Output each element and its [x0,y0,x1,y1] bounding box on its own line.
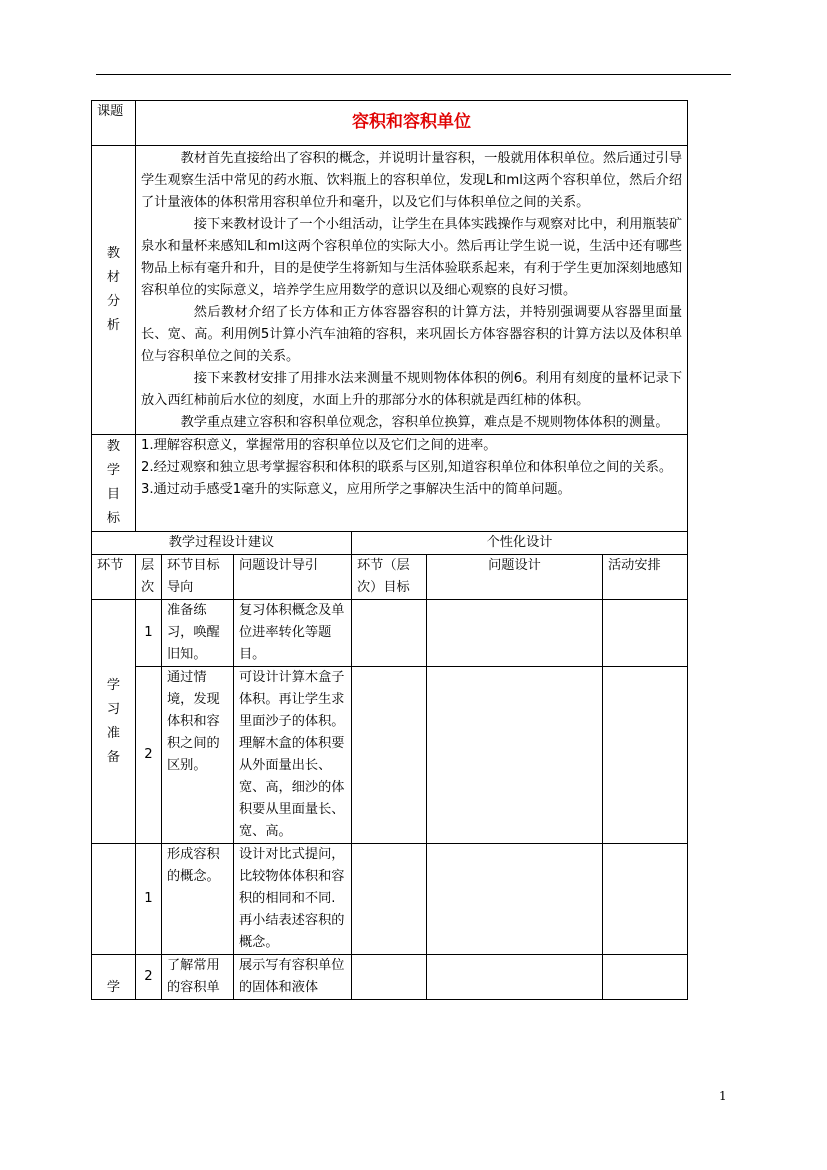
empty-cell [427,844,603,955]
empty-cell [427,600,603,667]
analysis-paragraph: 教学重点建立容积和容积单位观念，容积单位换算，难点是不规则物体体积的测量。 [180,415,669,430]
table-row [92,844,688,955]
analysis-paragraph: 接下来教材设计了一个小组活动，让学生在具体实践操作与观察对比中，利用瓶装矿泉水和量杯来感知L和ml这两个容积单位的实际大小。然后再让学生说一说，生活中还有哪些物品上标有毫升和升，目的是使学生将新知与生活体验联系起来，有利于学生更加深刻地感知容积单位的实际意义，培养学生应用数学的意识以及细心观察的良好习惯。 [141,217,683,298]
question-cell: 可设计计算木盒子体积。再让学生求里面沙子的体积。理解木盒的体积要从外面量出长、宽、高，细沙的体积要从里面量长、宽、高。 [234,667,352,844]
goal-item: 2.经过观察和独立思考掌握容积和体积的联系与区别,知道容积单位和体积单位之间的关系。 [141,460,673,475]
level-cell: 1 [136,600,162,667]
question-cell: 复习体积概念及单位进率转化等题目。 [234,600,352,667]
empty-cell [603,844,688,955]
goals-row [92,435,688,532]
empty-cell [352,955,427,1000]
analysis-content [136,146,688,435]
goal-item: 1.理解容积意义，掌握常用的容积单位以及它们之间的进率。 [141,438,497,453]
section-label-prep: 学 习 准 备 [92,600,136,844]
analysis-row [92,146,688,435]
column-header-row [92,555,688,600]
empty-cell [427,667,603,844]
page-number: 1 [719,1089,727,1103]
empty-cell [603,600,688,667]
analysis-paragraph: 教材首先直接给出了容积的概念，并说明计量容积，一般就用体积单位。然后通过引导学生观察生活中常见的药水瓶、饮料瓶上的容积单位，发现L和ml这两个容积单位，然后介绍了计量液体的体积常用容积单位升和毫升，以及它们与体积单位之间的关系。 [141,151,683,210]
table-row [92,600,688,667]
header-rule [96,74,731,75]
goal-cell: 形成容积的概念。 [162,844,234,955]
lesson-plan-table [91,100,688,1000]
goal-cell: 通过情境，发现体积和容积之间的区别。 [162,667,234,844]
column-header: 活动安排 [603,555,688,600]
empty-cell [352,667,427,844]
goal-cell: 了解常用的容积单 [162,955,234,1000]
column-header: 环节（层次）目标 [352,555,427,600]
process-left-header: 教学过程设计建议 [92,532,352,555]
analysis-label: 教 材 分 析 [92,146,136,435]
goal-item: 3.通过动手感受1毫升的实际意义，应用所学之事解决生活中的简单问题。 [141,482,571,497]
title-row [92,101,688,146]
goals-content [136,435,688,532]
section-blank-cell [92,844,136,955]
empty-cell [352,600,427,667]
column-header: 问题设计 [427,555,603,600]
lesson-title: 容积和容积单位 [136,101,688,146]
section-label-study: 学 [92,955,136,1000]
process-header-row [92,532,688,555]
question-cell: 展示写有容积单位的固体和液体 [234,955,352,1000]
column-header: 环节 [92,555,136,600]
empty-cell [427,955,603,1000]
empty-cell [352,844,427,955]
process-right-header: 个性化设计 [352,532,688,555]
empty-cell [603,667,688,844]
level-cell: 2 [136,955,162,1000]
level-cell: 1 [136,844,162,955]
topic-label: 课题 [92,101,136,146]
analysis-paragraph: 然后教材介绍了长方体和正方体容器容积的计算方法，并特别强调要从容器里面量长、宽、高。利用例5计算小汽车油箱的容积，来巩固长方体容器容积的计算方法以及体积单位与容积单位之间的关系。 [141,305,683,364]
column-header: 环节目标导向 [162,555,234,600]
goals-label: 教 学 目 标 [92,435,136,532]
question-cell: 设计对比式提问，比较物体体积和容积的相同和不同.再小结表述容积的概念。 [234,844,352,955]
column-header: 问题设计导引 [234,555,352,600]
level-cell: 2 [136,667,162,844]
goal-cell: 准备练习，唤醒旧知。 [162,600,234,667]
table-row [92,955,688,1000]
analysis-paragraph: 接下来教材安排了用排水法来测量不规则物体体积的例6。利用有刻度的量杯记录下放入西红柿前后水位的刻度，水面上升的那部分水的体积就是西红柿的体积。 [141,371,683,408]
table-row [92,667,688,844]
column-header: 层次 [136,555,162,600]
empty-cell [603,955,688,1000]
